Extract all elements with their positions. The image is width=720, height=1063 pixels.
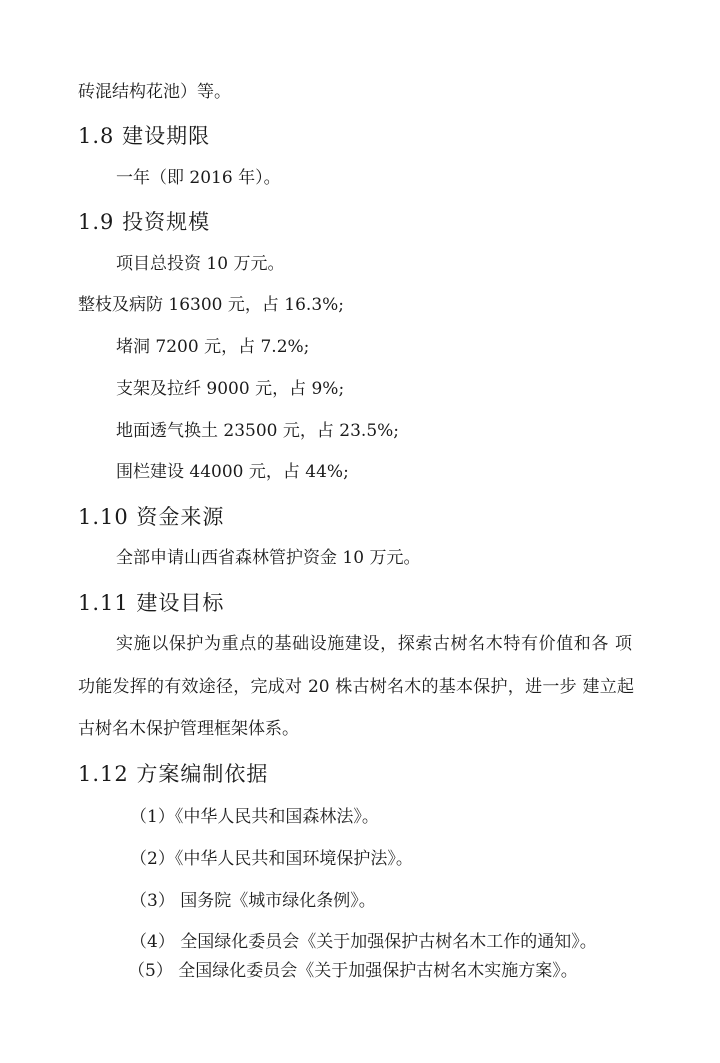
section-heading-1-9: 1.9 投资规模	[78, 210, 211, 234]
objective-line: 古树名木保护管理框架体系。	[78, 719, 299, 739]
funding-source-text: 全部申请山西省森林管护资金 10 万元。	[116, 548, 421, 568]
basis-item: （2）《中华人民共和国环境保护法》。	[130, 849, 413, 869]
section-heading-1-10: 1.10 资金来源	[78, 505, 225, 529]
investment-item: 地面透气换土 23500 元，占 23.5%;	[116, 421, 400, 441]
investment-item: 围栏建设 44000 元，占 44%;	[116, 462, 349, 482]
objective-line: 功能发挥的有效途径，完成对 20 株古树名木的基本保护，进一步 建立起	[78, 677, 634, 697]
objective-line: 实施以保护为重点的基础设施建设，探索古树名木特有价值和各 项	[116, 634, 632, 654]
basis-item: （4） 全国绿化委员会《关于加强保护古树名木工作的通知》。	[130, 932, 597, 952]
basis-item: （5） 全国绿化委员会《关于加强保护古树名木实施方案》。	[128, 961, 578, 981]
continuation-text: 砖混结构花池）等。	[78, 82, 231, 102]
investment-item: 支架及拉纤 9000 元，占 9%;	[116, 379, 345, 399]
basis-item: （3） 国务院《城市绿化条例》。	[130, 891, 376, 911]
total-investment-text: 项目总投资 10 万元。	[116, 254, 285, 274]
investment-item: 整枝及病防 16300 元，占 16.3%;	[78, 295, 345, 315]
section-heading-1-12: 1.12 方案编制依据	[78, 762, 269, 786]
investment-item: 堵洞 7200 元，占 7.2%;	[116, 337, 310, 357]
construction-period-text: 一年（即 2016 年）。	[116, 168, 281, 188]
section-heading-1-8: 1.8 建设期限	[78, 124, 211, 148]
section-heading-1-11: 1.11 建设目标	[78, 591, 225, 615]
basis-item: （1）《中华人民共和国森林法》。	[130, 807, 379, 827]
